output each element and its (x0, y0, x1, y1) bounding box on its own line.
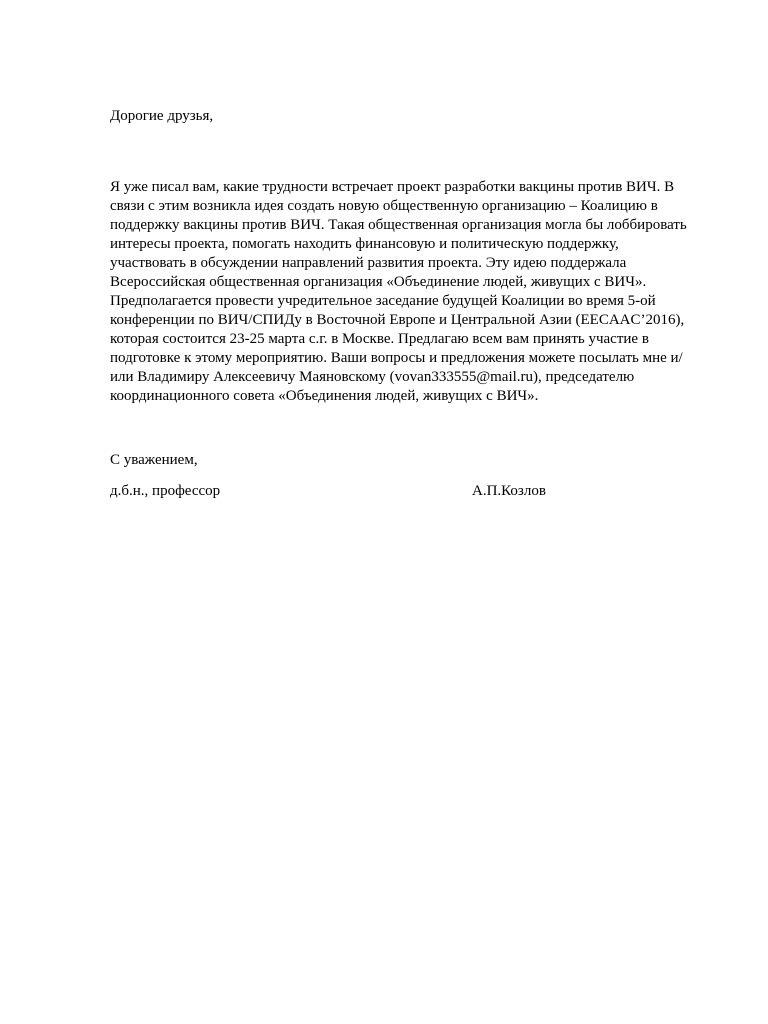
letter-body-line: Предполагается провести учредительное заседание будущей Коалиции во время 5-ой (110, 293, 656, 309)
letter-body-line: или Владимиру Алексеевичу Маяновскому (vovan333555@mail.ru), председателю (110, 369, 635, 385)
letter-body (110, 178, 687, 406)
signature-title: д.б.н., профессор (110, 483, 221, 499)
letter-closing: С уважением, (110, 452, 198, 468)
letter-body-line: связи с этим возникла идея создать новую общественную организацию – Коалицию в (110, 198, 658, 214)
letter-body-line: подготовке к этому мероприятию. Ваши вопросы и предложения можете посылать мне и/ (110, 350, 683, 366)
letter-body-line: поддержку вакцины против ВИЧ. Такая общественная организация могла бы лоббировать (110, 217, 687, 233)
signature-row (110, 482, 720, 501)
letter-body-line: Я уже писал вам, какие трудности встречает проект разработки вакцины против ВИЧ. В (110, 179, 675, 195)
signature-name: А.П.Козлов (472, 483, 546, 499)
letter-body-line: которая состоится 23-25 марта с.г. в Москве. Предлагаю всем вам принять участие в (110, 331, 649, 347)
letter-body-line: координационного совета «Объединения людей, живущих с ВИЧ». (110, 388, 539, 404)
letter-greeting: Дорогие друзья, (110, 108, 214, 124)
letter-body-line: интересы проекта, помогать находить финансовую и политическую поддержку, (110, 236, 619, 252)
letter-body-line: участвовать в обсуждении направлений развития проекта. Эту идею поддержала (110, 255, 627, 271)
letter-body-line: конференции по ВИЧ/СПИДу в Восточной Европе и Центральной Азии (EECAAC’2016), (110, 312, 685, 328)
letter-body-line: Всероссийская общественная организация «Объединение людей, живущих с ВИЧ». (110, 274, 647, 290)
